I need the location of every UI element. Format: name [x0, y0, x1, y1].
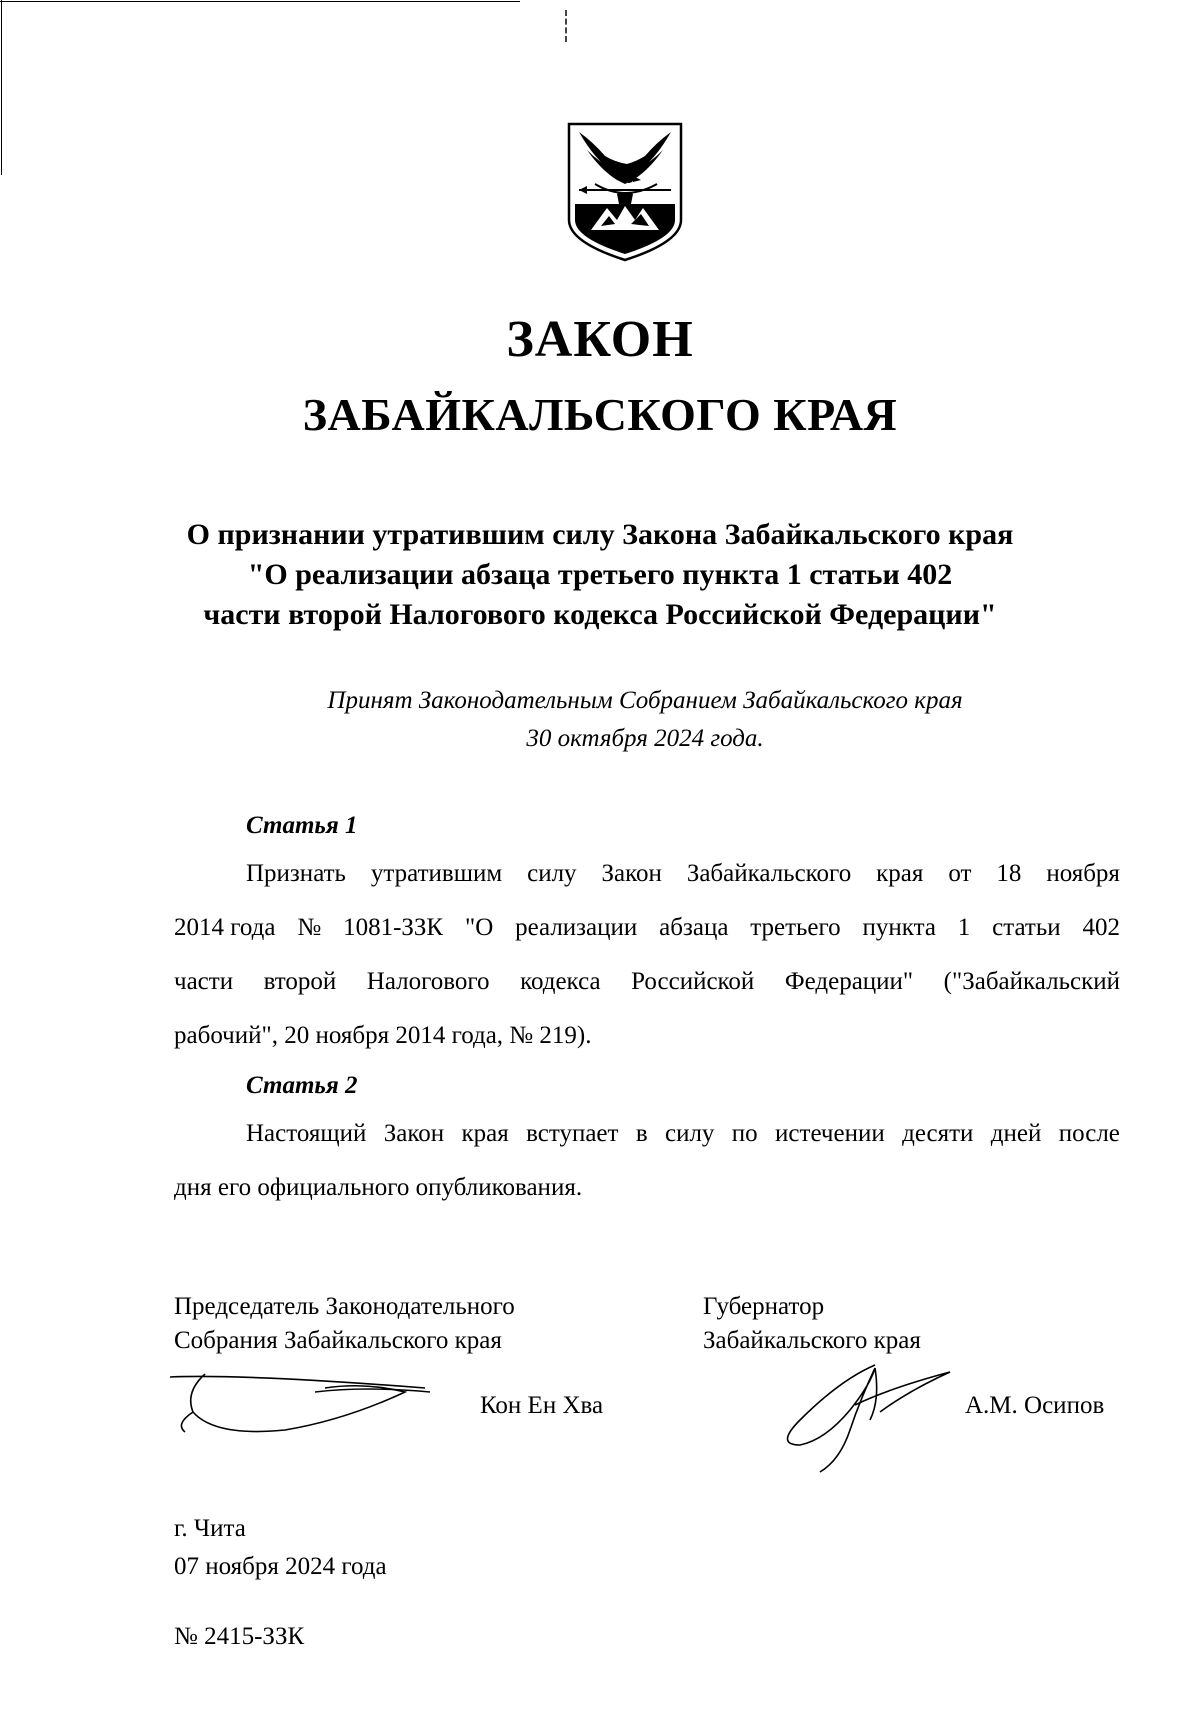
- word: второй: [263, 968, 337, 995]
- word: края: [876, 860, 924, 887]
- word: 18: [996, 860, 1022, 887]
- article-1-heading: Статья 1: [246, 812, 358, 839]
- city: г. Чита: [174, 1515, 246, 1542]
- governor-name: А.М. Осипов: [965, 1392, 1105, 1419]
- word: "О: [464, 914, 494, 941]
- word: абзаца: [659, 914, 729, 941]
- coat-of-arms-emblem: [565, 120, 685, 265]
- article-2-text: [174, 1107, 1120, 1215]
- word: Федерации": [784, 968, 914, 995]
- article-text-line: [174, 847, 1120, 901]
- article-text-line: [174, 901, 1120, 955]
- word: 1081-ЗЗК: [343, 914, 444, 941]
- chairman-title: [174, 1290, 515, 1358]
- article-text-line: дня его официального опубликования.: [174, 1174, 583, 1201]
- article-text-line: [174, 1107, 1120, 1161]
- word: статьи: [992, 914, 1061, 941]
- word: утратившим: [370, 860, 503, 887]
- adoption-date: 30 октября 2024 года.: [526, 725, 764, 752]
- scan-border-top: [0, 1, 520, 2]
- document-title: ЗАКОН: [506, 311, 694, 368]
- word: Забайкальского: [686, 860, 852, 887]
- word: 2014 года: [174, 914, 276, 941]
- law-subject-line: О признании утратившим силу Закона Забайкальского края: [186, 518, 1014, 551]
- law-number: № 2415-ЗЗК: [174, 1623, 305, 1650]
- word: после: [1058, 1120, 1120, 1147]
- word: по: [731, 1120, 758, 1147]
- law-subject-line: части второй Налогового кодекса Российской Федерации": [203, 598, 997, 631]
- governor-title: [703, 1290, 921, 1358]
- word: реализации: [515, 914, 638, 941]
- word: Настоящий: [246, 1120, 367, 1147]
- word: Налогового: [366, 968, 490, 995]
- word: в: [635, 1120, 648, 1147]
- word: края: [461, 1120, 509, 1147]
- signing-date: 07 ноября 2024 года: [174, 1553, 387, 1580]
- chairman-title-line: Собрания Забайкальского края: [174, 1327, 502, 1354]
- word: кодекса: [520, 968, 601, 995]
- scan-border-left: [1, 0, 2, 175]
- word: Признать: [246, 860, 346, 887]
- word: дней: [990, 1120, 1042, 1147]
- document-issuer: ЗАБАЙКАЛЬСКОГО КРАЯ: [302, 389, 898, 440]
- word: истечении: [775, 1120, 885, 1147]
- law-subject-line: "О реализации абзаца третьего пункта 1 статьи 402: [247, 558, 953, 591]
- scan-artifact-dash: [565, 10, 567, 42]
- word: 1: [957, 914, 971, 941]
- word: силу: [527, 860, 577, 887]
- word: 402: [1082, 914, 1120, 941]
- governor-title-line: Губернатор: [703, 1293, 825, 1320]
- chairman-name: Кон Ен Хва: [480, 1392, 604, 1419]
- word: Закон: [601, 860, 662, 887]
- chairman-title-line: Председатель Законодательного: [174, 1293, 515, 1320]
- word: Российской: [631, 968, 755, 995]
- word: части: [174, 968, 234, 995]
- law-subject: [0, 515, 1200, 635]
- adoption-note-line: Принят Законодательным Собранием Забайкальского края: [327, 687, 963, 714]
- article-1-text: [174, 847, 1120, 1063]
- word: №: [297, 914, 322, 941]
- chairman-signature: [165, 1362, 435, 1442]
- word: ("Забайкальский: [943, 968, 1120, 995]
- word: от: [948, 860, 972, 887]
- article-text-line: [174, 955, 1120, 1009]
- article-text-line: рабочий", 20 ноября 2014 года, № 219).: [174, 1022, 592, 1049]
- word: вступает: [526, 1120, 619, 1147]
- word: Закон: [383, 1120, 445, 1147]
- governor-signature: [780, 1360, 955, 1475]
- adoption-note: [0, 682, 1200, 758]
- word: десяти: [902, 1120, 974, 1147]
- place-and-date: [174, 1510, 387, 1586]
- word: силу: [664, 1120, 715, 1147]
- word: пункта: [862, 914, 936, 941]
- word: третьего: [750, 914, 841, 941]
- article-2-heading: Статья 2: [246, 1072, 358, 1099]
- governor-title-line: Забайкальского края: [703, 1327, 921, 1354]
- word: ноября: [1046, 860, 1120, 887]
